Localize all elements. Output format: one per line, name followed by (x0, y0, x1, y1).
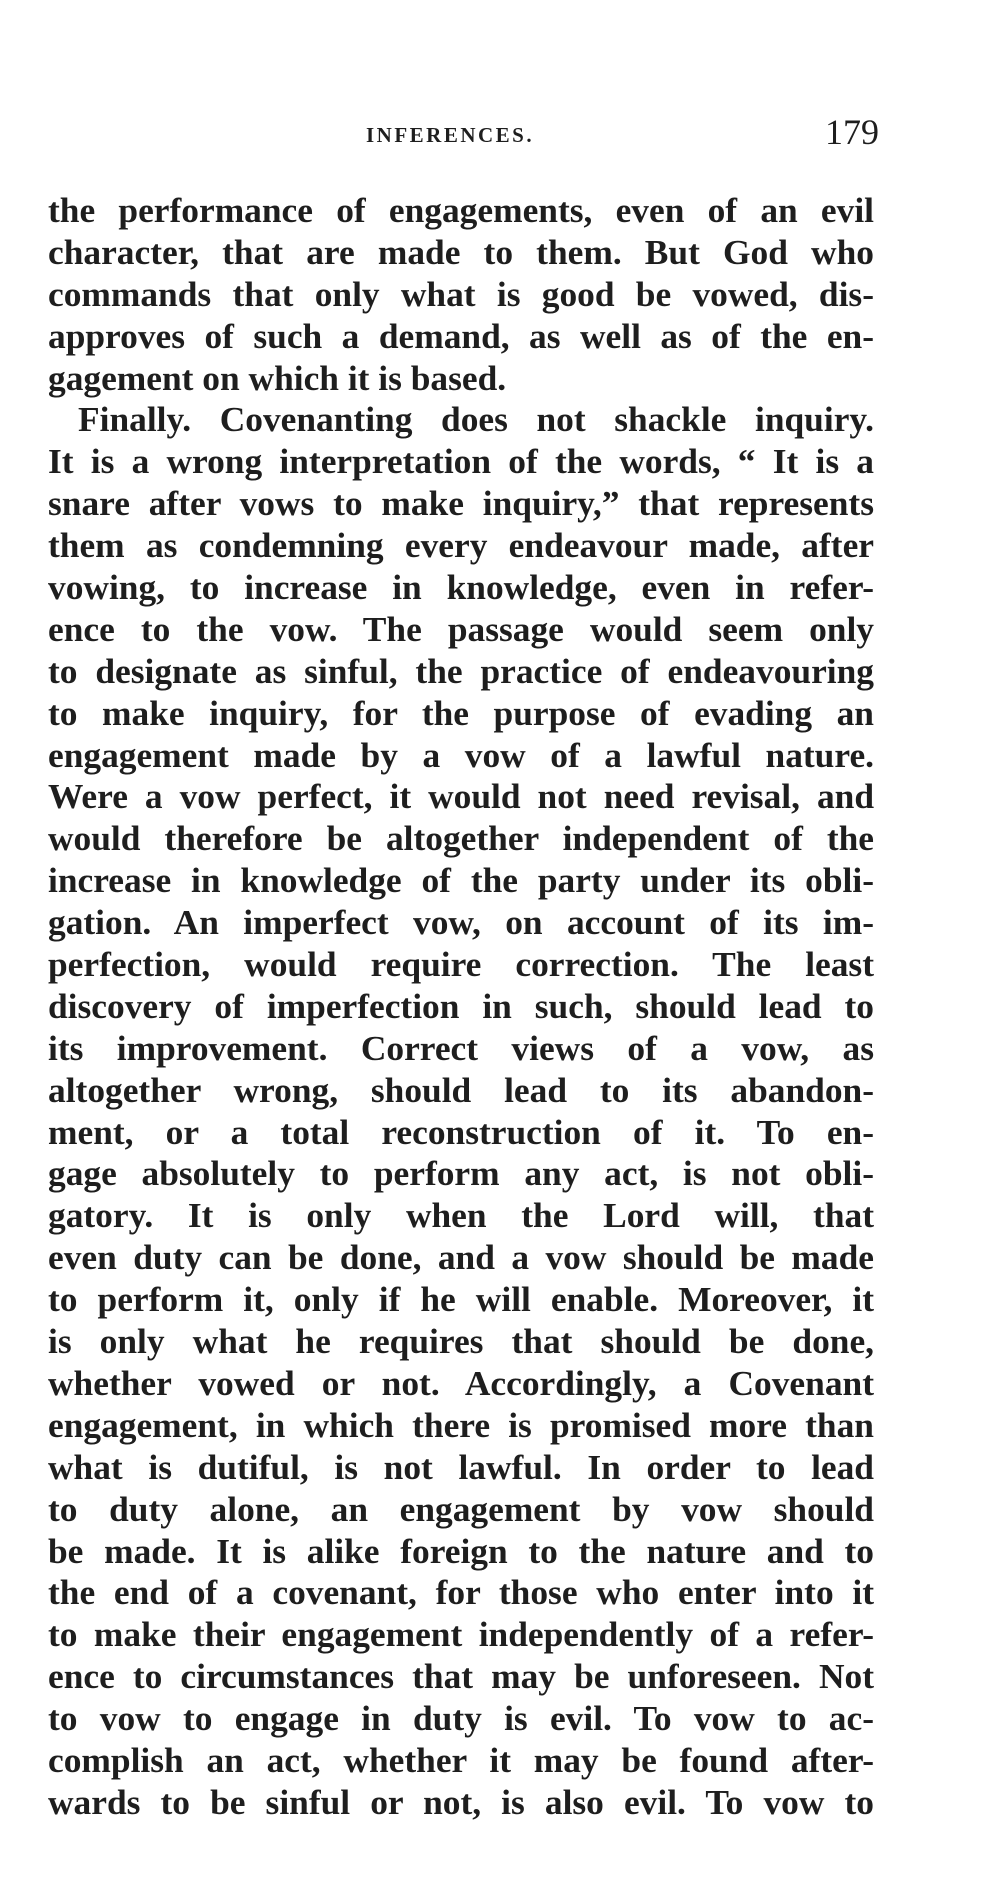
text-line: the end of a covenant, for those who enter into it (48, 1572, 874, 1613)
text-line: character, that are made to them. But God who (48, 231, 874, 272)
text-line: be made. It is alike foreign to the nature and to (48, 1530, 874, 1571)
text-line: ence to circumstances that may be unforeseen. Not (48, 1656, 874, 1697)
text-line: to duty alone, an engagement by vow should (48, 1488, 874, 1529)
text-line: engagement, in which there is promised more than (48, 1404, 874, 1445)
text-line: Were a vow perfect, it would not need revisal, and (48, 776, 874, 817)
text-line: the performance of engagements, even of an evil (48, 190, 874, 230)
text-line: perfection, would require correction. The least (48, 944, 874, 985)
text-line: gage absolutely to perform any act, is not obli- (48, 1153, 874, 1194)
text-line: wards to be sinful or not, is also evil. To vow to (48, 1781, 874, 1822)
running-head (0, 112, 1000, 155)
text-line: what is dutiful, is not lawful. In order to lead (48, 1446, 874, 1487)
text-line: discovery of imperfection in such, should lead to (48, 985, 874, 1026)
text-line: snare after vows to make inquiry,” that represents (48, 483, 874, 524)
text-line: its improvement. Correct views of a vow, as (48, 1027, 874, 1068)
text-line: altogether wrong, should lead to its abandon- (48, 1069, 874, 1110)
text-line: gatory. It is only when the Lord will, that (48, 1195, 874, 1236)
text-line: to make inquiry, for the purpose of evading an (48, 692, 874, 733)
text-line: to perform it, only if he will enable. Moreover, it (48, 1279, 874, 1320)
text-line: them as condemning every endeavour made, after (48, 525, 874, 566)
text-line: to vow to engage in duty is evil. To vow to ac- (48, 1698, 874, 1739)
text-line: Finally. Covenanting does not shackle inquiry. (78, 399, 874, 440)
running-title: INFERENCES. (366, 123, 535, 147)
text-line: increase in knowledge of the party under its obli- (48, 860, 874, 901)
text-line: gagement on which it is based. (48, 357, 507, 398)
text-line: would therefore be altogether independent of the (48, 818, 874, 859)
text-line: ment, or a total reconstruction of it. To en- (48, 1111, 874, 1152)
text-line: commands that only what is good be vowed, dis- (48, 273, 874, 314)
text-line: even duty can be done, and a vow should be made (48, 1237, 874, 1278)
text-line: whether vowed or not. Accordingly, a Covenant (48, 1362, 874, 1403)
text-line: gation. An imperfect vow, on account of its im- (48, 902, 874, 943)
body-text (48, 190, 874, 1824)
page-number: 179 (825, 112, 879, 152)
text-line: to make their engagement independently of a refer- (48, 1614, 874, 1655)
text-line: is only what he requires that should be done, (48, 1321, 874, 1362)
text-line: It is a wrong interpretation of the words, “ It is a (48, 441, 874, 482)
text-line: engagement made by a vow of a lawful nature. (48, 734, 874, 775)
text-line: complish an act, whether it may be found after- (48, 1739, 874, 1780)
text-line: to designate as sinful, the practice of endeavouring (48, 650, 874, 691)
text-line: ence to the vow. The passage would seem only (48, 608, 874, 649)
text-line: approves of such a demand, as well as of the en- (48, 315, 874, 356)
text-line: vowing, to increase in knowledge, even in refer- (48, 567, 874, 608)
